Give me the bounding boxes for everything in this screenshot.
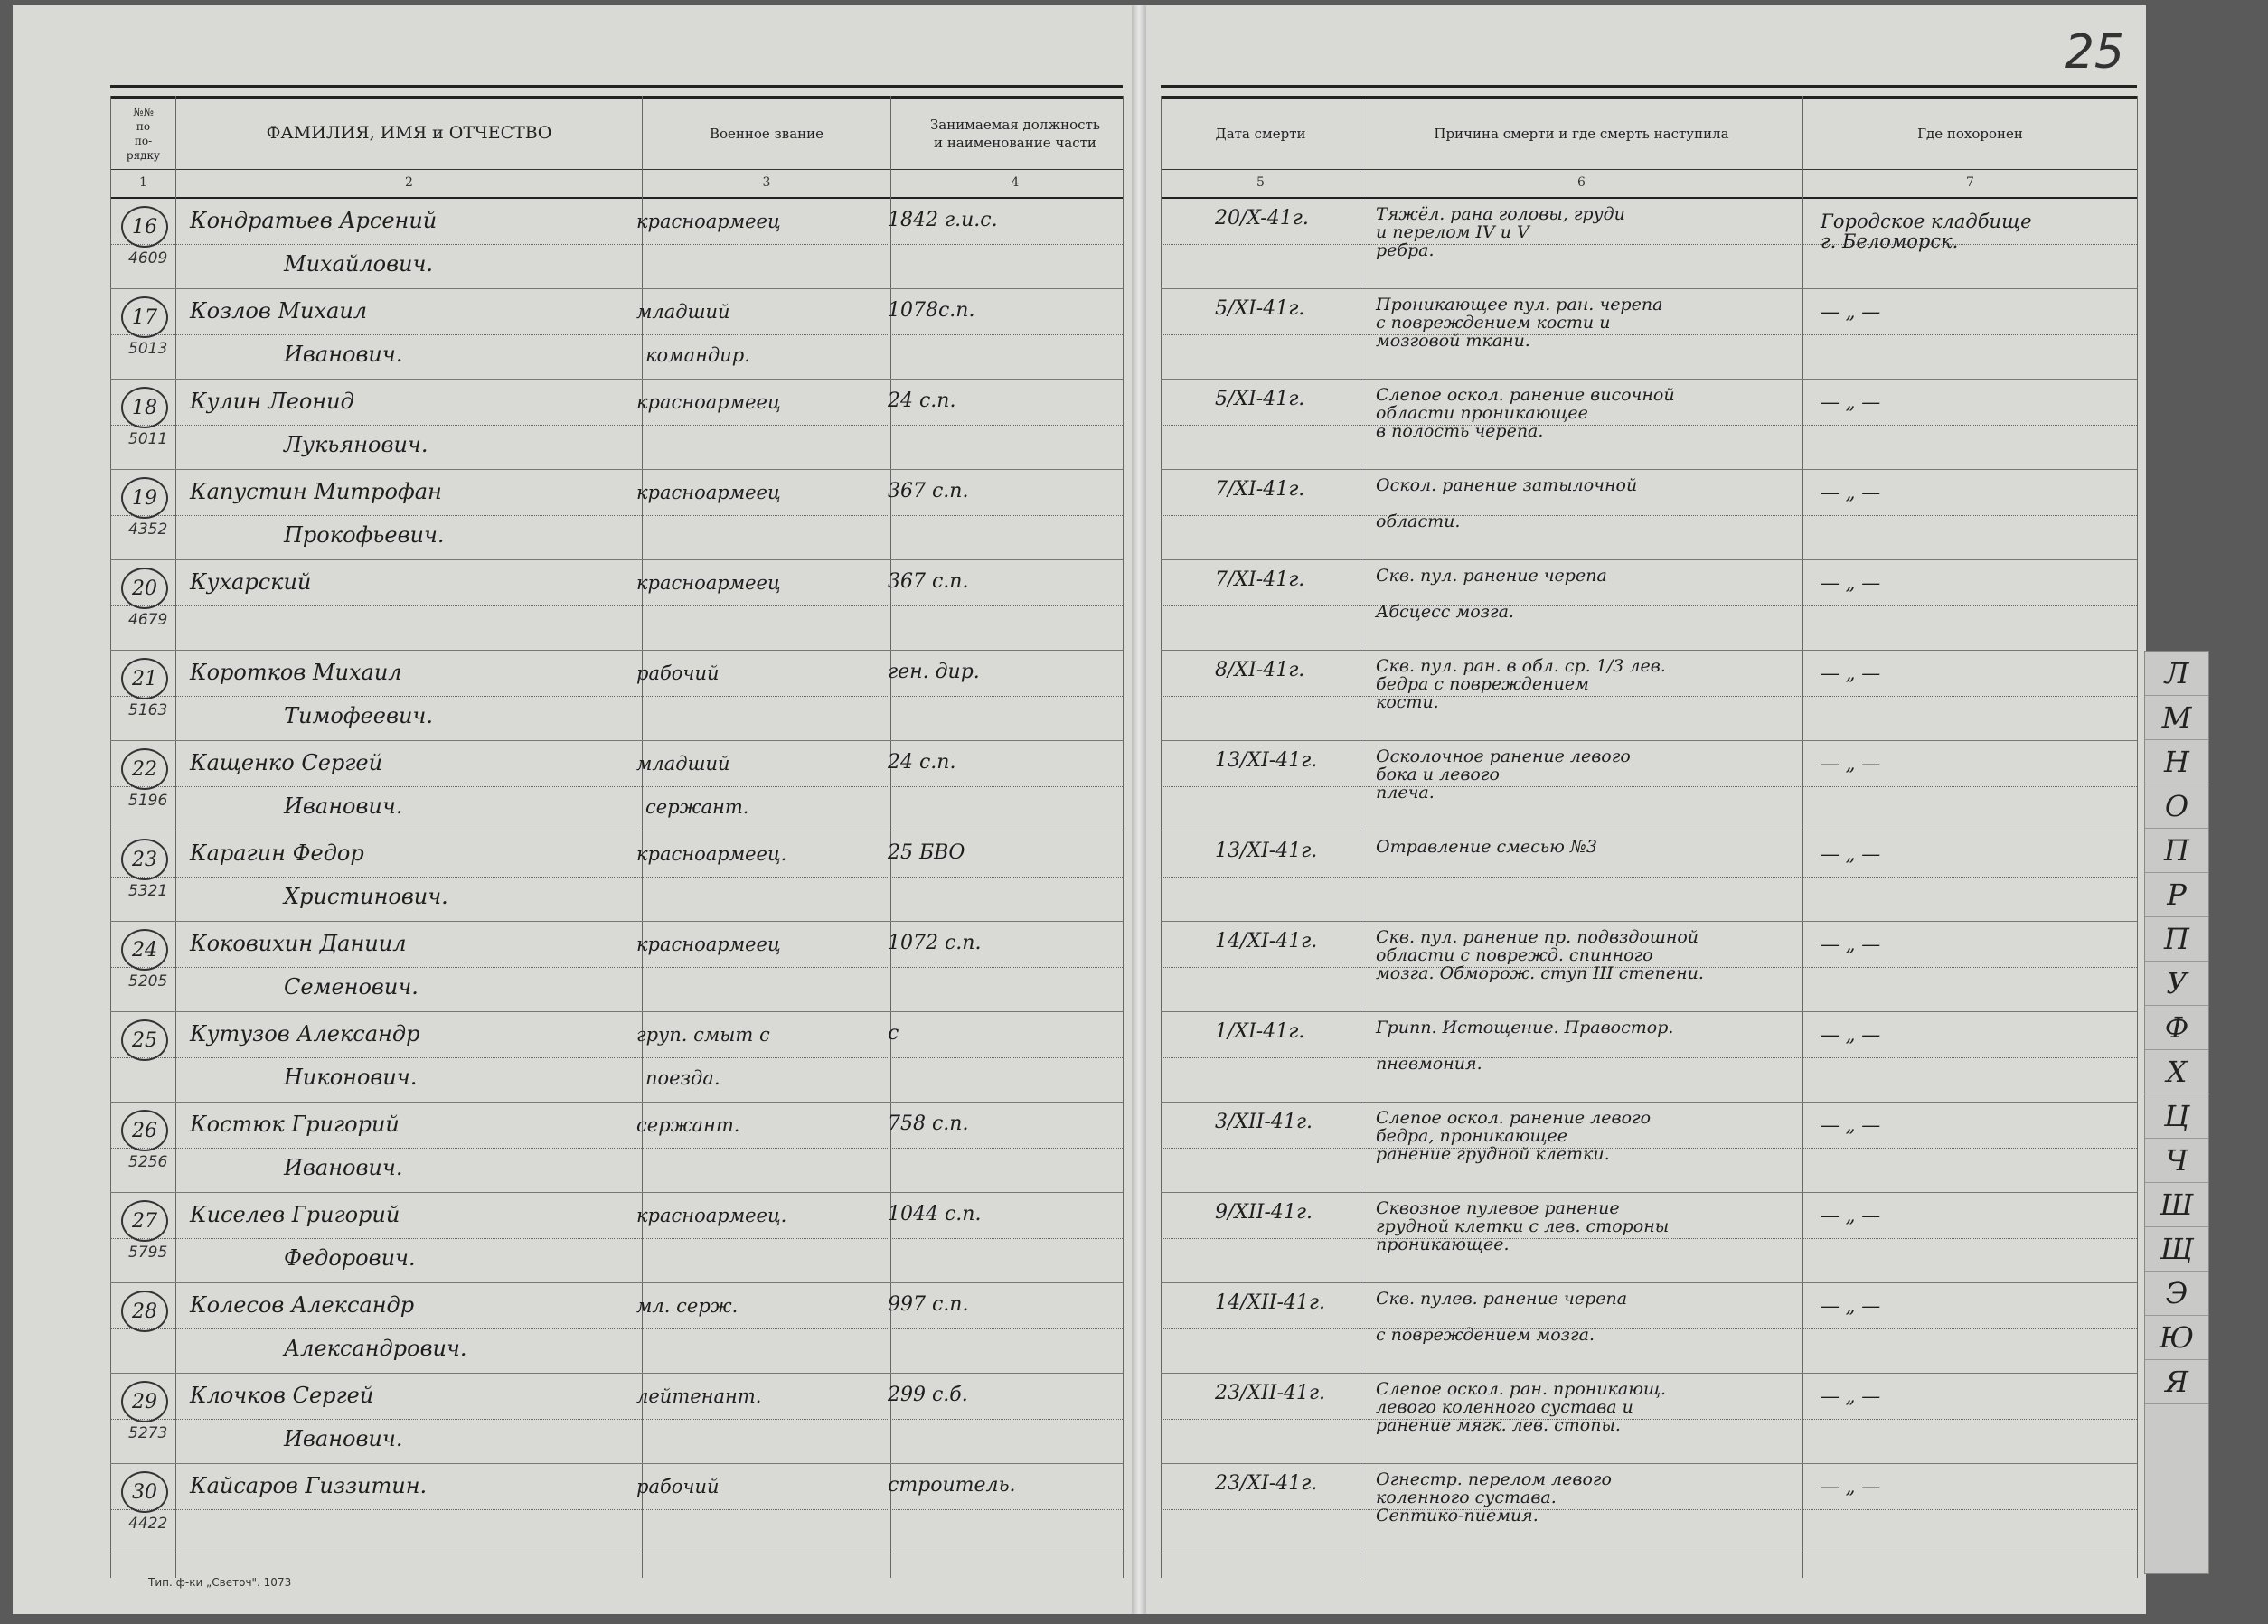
patronymic: Федорович.: [284, 1245, 416, 1271]
patronymic: Тимофеевич.: [284, 703, 433, 728]
patronymic: Лукьянович.: [284, 432, 428, 457]
unit: 997 с.п.: [888, 1293, 969, 1316]
unit: 24 с.п.: [888, 390, 956, 412]
index-tab[interactable]: Л: [2145, 652, 2208, 696]
row-midline: [110, 425, 1123, 426]
index-tab[interactable]: Ю: [2145, 1316, 2208, 1360]
cause-of-death: Слепое оскол. ран. проникающ. левого коленного сустава и ранение мягк. лев. стопы.: [1376, 1379, 1667, 1435]
row-midline: [1161, 605, 2137, 606]
row-midline: [110, 334, 1123, 335]
record-id: 5795: [128, 1244, 168, 1262]
col-number: 7: [1802, 168, 2137, 197]
unit: с: [888, 1022, 899, 1045]
surname-name: Коковихин Даниил: [190, 931, 407, 956]
record-id: 4679: [128, 611, 168, 629]
burial-place: — „ —: [1821, 843, 1881, 865]
death-date: 3/XII-41г.: [1215, 1111, 1313, 1133]
unit: 367 с.п.: [888, 570, 969, 593]
entry-number: 19: [121, 477, 168, 519]
entry-number: 25: [121, 1019, 168, 1061]
index-tab[interactable]: Я: [2145, 1360, 2208, 1404]
unit: 25 БВО: [888, 841, 965, 864]
row-midline: [1161, 515, 2137, 516]
military-rank: красноармеец.: [636, 843, 787, 865]
col-number: 1: [110, 168, 175, 197]
record-id: 4422: [128, 1515, 168, 1533]
col-number: 5: [1161, 168, 1360, 197]
death-date: 23/XII-41г.: [1215, 1382, 1325, 1404]
cause-of-death: Отравление смесью №3: [1376, 837, 1597, 857]
row-midline: [110, 1148, 1123, 1149]
row-midline: [110, 605, 1123, 606]
surname-name: Кухарский: [190, 569, 312, 595]
cause-of-death: Слепое оскол. ранение височной области проникающее в полость черепа.: [1376, 385, 1675, 441]
row-midline: [1161, 1328, 2137, 1329]
death-date: 1/XI-41г.: [1215, 1020, 1305, 1043]
surname-name: Кулин Леонид: [190, 389, 354, 414]
entry-number: 29: [121, 1381, 168, 1422]
entry-number: 28: [121, 1291, 168, 1332]
burial-place: — „ —: [1821, 1476, 1881, 1497]
military-rank: сержант.: [636, 1114, 740, 1136]
record-id: 5013: [128, 340, 168, 358]
patronymic: Никонович.: [284, 1065, 418, 1090]
military-rank: груп. смыт с: [636, 1024, 770, 1046]
printer-imprint: Тип. ф-ки „Светоч". 1073: [148, 1576, 292, 1589]
patronymic: Михайлович.: [284, 251, 434, 277]
column-divider: [2137, 96, 2138, 1578]
record-id: 4352: [128, 521, 168, 539]
record-id: 5205: [128, 972, 168, 990]
record-id: 5321: [128, 882, 168, 900]
burial-place: — „ —: [1821, 1024, 1881, 1046]
unit: строитель.: [888, 1474, 1016, 1497]
record-id: 5011: [128, 430, 168, 448]
index-tab[interactable]: У: [2145, 962, 2208, 1006]
burial-place: — „ —: [1821, 1114, 1881, 1136]
row-midline: [110, 696, 1123, 697]
entry-number: 26: [121, 1110, 168, 1151]
military-rank-line2: командир.: [645, 344, 750, 366]
death-date: 5/XI-41г.: [1215, 297, 1305, 320]
header-position: Занимаемая должность и наименование части: [890, 99, 1139, 169]
military-rank: младший: [636, 301, 730, 323]
surname-name: Костюк Григорий: [190, 1112, 400, 1137]
death-date: 20/X-41г.: [1215, 207, 1309, 230]
military-rank: красноармеец: [636, 391, 781, 413]
entry-number: 21: [121, 658, 168, 699]
death-date: 8/XI-41г.: [1215, 659, 1305, 681]
index-tab[interactable]: Ч: [2145, 1139, 2208, 1183]
burial-place: — „ —: [1821, 934, 1881, 955]
index-tab[interactable]: П: [2145, 917, 2208, 962]
table-row: [1161, 470, 2137, 560]
burial-place: — „ —: [1821, 1385, 1881, 1407]
death-date: 23/XI-41г.: [1215, 1472, 1318, 1495]
index-tab[interactable]: Р: [2145, 873, 2208, 917]
surname-name: Коротков Михаил: [190, 660, 402, 685]
row-midline: [110, 1419, 1123, 1420]
military-rank: мл. серж.: [636, 1295, 739, 1317]
surname-name: Козлов Михаил: [190, 298, 368, 324]
burial-place: — „ —: [1821, 753, 1881, 774]
military-rank: младший: [636, 753, 730, 774]
row-midline: [110, 1509, 1123, 1510]
record-id: 5196: [128, 792, 168, 810]
header-rank: Военное звание: [642, 99, 890, 169]
column-number-row-left: [110, 168, 1123, 199]
header-name: ФАМИЛИЯ, ИМЯ и ОТЧЕСТВО: [175, 99, 642, 169]
unit: 24 с.п.: [888, 751, 956, 774]
patronymic: Христинович.: [284, 884, 448, 909]
surname-name: Киселев Григорий: [190, 1202, 400, 1227]
death-date: 7/XI-41г.: [1215, 568, 1305, 591]
military-rank: красноармеец: [636, 211, 781, 232]
entry-number: 24: [121, 929, 168, 971]
entry-number: 20: [121, 568, 168, 609]
unit: ген. дир.: [888, 661, 980, 683]
col-number: 3: [642, 168, 890, 197]
row-midline: [110, 244, 1123, 245]
row-midline: [1161, 1509, 2137, 1510]
burial-place: — „ —: [1821, 572, 1881, 594]
patronymic: Семенович.: [284, 974, 419, 1000]
patronymic: Иванович.: [284, 1426, 403, 1451]
cause-of-death: Слепое оскол. ранение левого бедра, проникающее ранение грудной клетки.: [1376, 1108, 1652, 1164]
burial-place: — „ —: [1821, 482, 1881, 503]
header-death-date: Дата смерти: [1161, 99, 1360, 169]
surname-name: Кутузов Александр: [190, 1021, 420, 1047]
record-id: 4609: [128, 249, 168, 268]
surname-name: Колесов Александр: [190, 1292, 415, 1318]
cause-of-death: Оскол. ранение затылочной области.: [1376, 475, 1638, 531]
header-buried: Где похоронен: [1802, 99, 2137, 169]
death-date: 5/XI-41г.: [1215, 388, 1305, 410]
header-cause: Причина смерти и где смерть наступила: [1360, 99, 1802, 169]
col-number: 6: [1360, 168, 1802, 197]
index-tab[interactable]: Ш: [2145, 1183, 2208, 1227]
military-rank: лейтенант.: [636, 1385, 762, 1407]
row-midline: [110, 786, 1123, 787]
military-rank-line2: поезда.: [645, 1067, 720, 1089]
cause-of-death: Огнестр. перелом левого коленного сустава. Септико-пиемия.: [1376, 1469, 1612, 1525]
patronymic: Прокофьевич.: [284, 522, 445, 548]
record-id: 5256: [128, 1153, 168, 1171]
entry-number: 18: [121, 387, 168, 428]
military-rank-line2: сержант.: [645, 796, 749, 818]
surname-name: Капустин Митрофан: [190, 479, 442, 504]
death-date: 14/XII-41г.: [1215, 1291, 1325, 1314]
cause-of-death: Осколочное ранение левого бока и левого плеча.: [1376, 746, 1631, 803]
record-id: 5163: [128, 701, 168, 719]
death-date: 13/XI-41г.: [1215, 749, 1318, 772]
military-rank: рабочий: [636, 662, 720, 684]
entry-number: 27: [121, 1200, 168, 1242]
unit: 758 с.п.: [888, 1112, 969, 1135]
book-spine: [1132, 5, 1146, 1614]
column-divider: [1123, 96, 1124, 1578]
surname-name: Карагин Федор: [190, 840, 364, 866]
row-midline: [110, 967, 1123, 968]
surname-name: Кащенко Сергей: [190, 750, 383, 775]
index-tab[interactable]: Ц: [2145, 1094, 2208, 1139]
index-tab[interactable]: П: [2145, 829, 2208, 873]
cause-of-death: Скв. пул. ранение пр. подвздошной области с поврежд. спинного мозга. Обморож. ступ III степени.: [1376, 927, 1704, 983]
cause-of-death: Скв. пулев. ранение черепа с повреждением мозга.: [1376, 1289, 1628, 1345]
row-midline: [110, 515, 1123, 516]
row-midline: [1161, 877, 2137, 878]
cause-of-death: Проникающее пул. ран. черепа с повреждением кости и мозговой ткани.: [1376, 295, 1663, 351]
index-tab[interactable]: Ф: [2145, 1006, 2208, 1050]
burial-place: — „ —: [1821, 1295, 1881, 1317]
record-id: 5273: [128, 1424, 168, 1442]
row-midline: [110, 1238, 1123, 1239]
entry-number: 22: [121, 748, 168, 790]
row-midline: [110, 1057, 1123, 1058]
cause-of-death: Тяжёл. рана головы, груди и перелом IV и V ребра.: [1376, 204, 1625, 260]
index-tab[interactable]: Э: [2145, 1272, 2208, 1316]
index-tab[interactable]: О: [2145, 784, 2208, 829]
row-midline: [110, 877, 1123, 878]
entry-number: 16: [121, 206, 168, 248]
death-date: 14/XI-41г.: [1215, 930, 1318, 953]
military-rank: красноармеец: [636, 572, 781, 594]
col-number: 4: [890, 168, 1139, 197]
col-number: 2: [175, 168, 642, 197]
unit: 1072 с.п.: [888, 932, 982, 954]
top-rule-left: [110, 85, 1123, 88]
entry-number: 23: [121, 839, 168, 880]
unit: 1078с.п.: [888, 299, 975, 322]
cause-of-death: Грипп. Истощение. Правостор. пневмония.: [1376, 1018, 1674, 1074]
patronymic: Иванович.: [284, 1155, 403, 1180]
burial-place: — „ —: [1821, 1205, 1881, 1226]
register-spread: [13, 5, 2146, 1614]
surname-name: Клочков Сергей: [190, 1383, 374, 1408]
unit: 299 с.б.: [888, 1384, 968, 1406]
patronymic: Иванович.: [284, 793, 403, 819]
burial-place: — „ —: [1821, 662, 1881, 684]
cause-of-death: Скв. пул. ранение черепа Абсцесс мозга.: [1376, 566, 1607, 622]
index-tab[interactable]: Н: [2145, 740, 2208, 784]
death-date: 9/XII-41г.: [1215, 1201, 1313, 1224]
row-midline: [110, 1328, 1123, 1329]
unit: 367 с.п.: [888, 480, 969, 502]
burial-place: Городское кладбище г. Беломорск.: [1821, 211, 2032, 253]
column-number-row-right: [1161, 168, 2137, 199]
header-right: [1161, 96, 2137, 170]
military-rank: рабочий: [636, 1476, 720, 1497]
index-tab[interactable]: М: [2145, 696, 2208, 740]
burial-place: — „ —: [1821, 301, 1881, 323]
header-left: [110, 96, 1123, 170]
index-tab[interactable]: Х: [2145, 1050, 2208, 1094]
burial-place: — „ —: [1821, 391, 1881, 413]
death-date: 7/XI-41г.: [1215, 478, 1305, 501]
alphabet-index-tabs: [2144, 651, 2209, 1574]
cause-of-death: Скв. пул. ран. в обл. ср. 1/3 лев. бедра с повреждением кости.: [1376, 656, 1666, 712]
cause-of-death: Сквозное пулевое ранение грудной клетки с лев. стороны проникающее.: [1376, 1198, 1670, 1254]
page-number: 25: [2064, 25, 2124, 80]
surname-name: Кондратьев Арсений: [190, 208, 438, 233]
index-tab[interactable]: Щ: [2145, 1227, 2208, 1272]
entry-number: 17: [121, 296, 168, 338]
military-rank: красноармеец: [636, 934, 781, 955]
military-rank: красноармеец: [636, 482, 781, 503]
patronymic: Александрович.: [284, 1336, 467, 1361]
row-midline: [1161, 786, 2137, 787]
surname-name: Кайсаров Гиззитин.: [190, 1473, 428, 1498]
patronymic: Иванович.: [284, 342, 403, 367]
unit: 1842 г.и.с.: [888, 209, 998, 231]
death-date: 13/XI-41г.: [1215, 840, 1318, 862]
unit: 1044 с.п.: [888, 1203, 982, 1225]
table-row: [1161, 560, 2137, 651]
entry-number: 30: [121, 1471, 168, 1513]
military-rank: красноармеец.: [636, 1205, 787, 1226]
header-num: №№ по по- рядку: [110, 99, 175, 169]
top-rule-right: [1161, 85, 2137, 88]
